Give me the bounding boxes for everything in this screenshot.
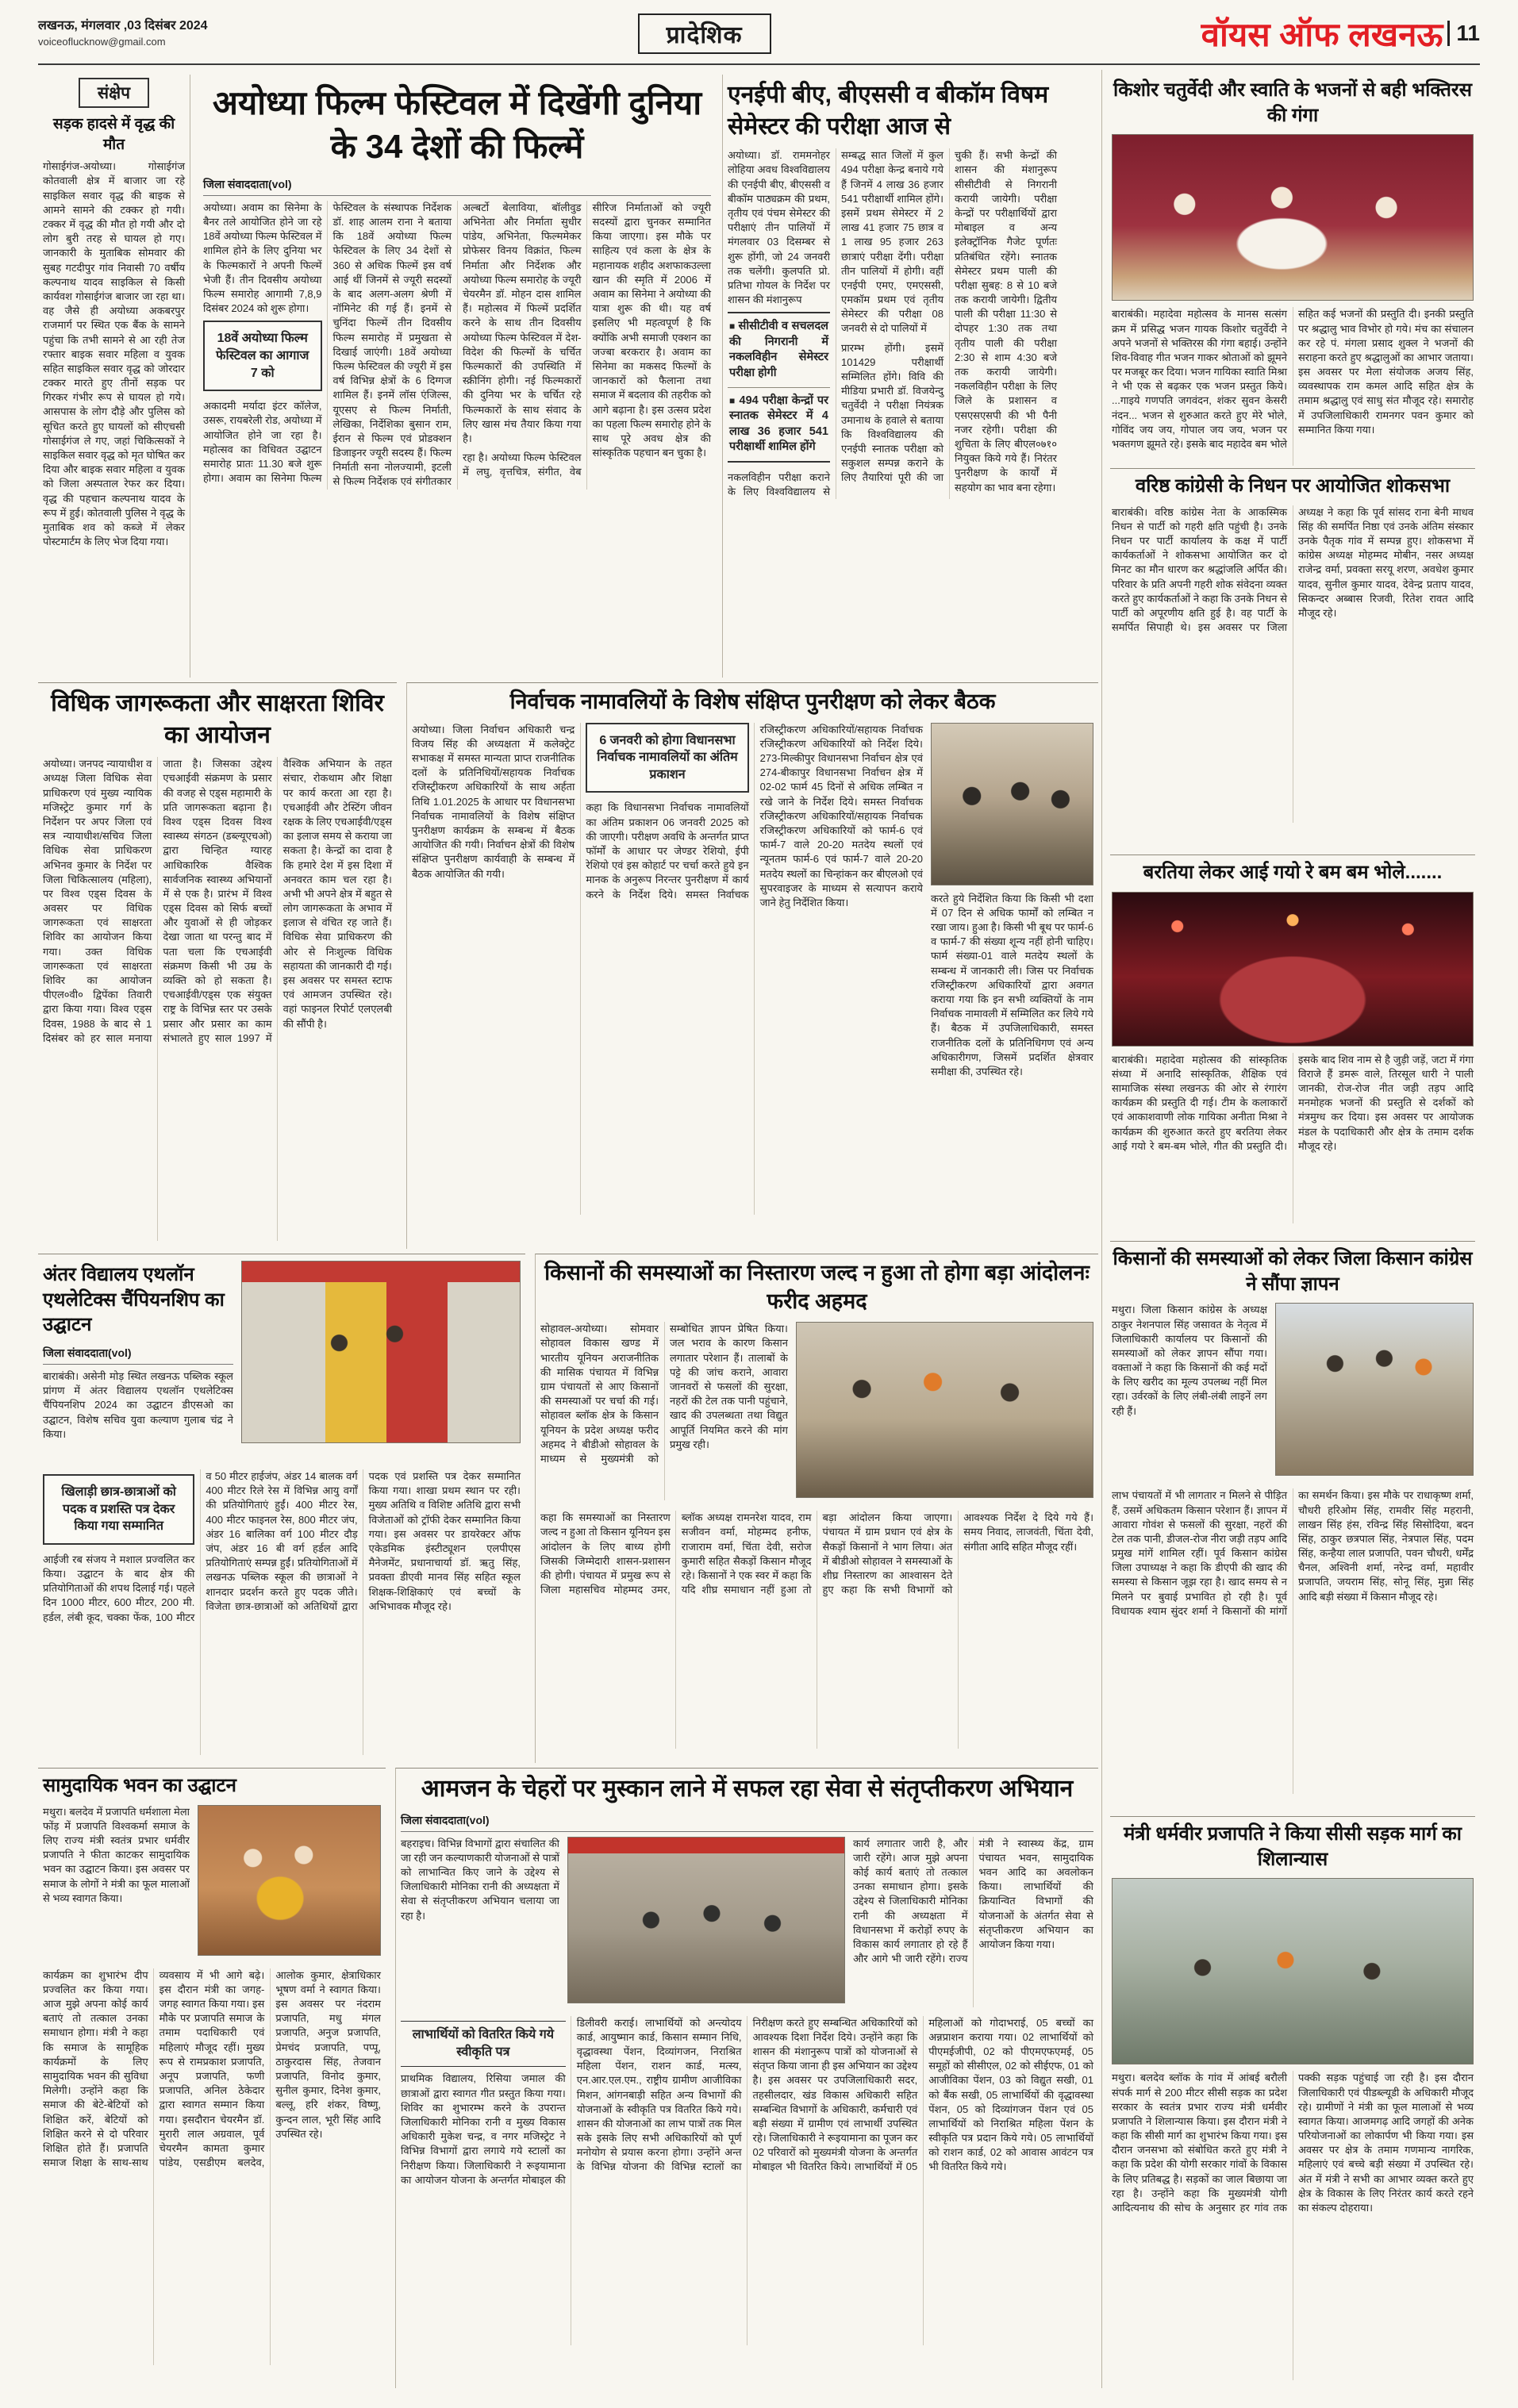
body-text: अयोध्या। अवाम का सिनेमा के बैनर तले आयोजित होने जा रहे 18वें अयोध्या फिल्म फेस्टिवल में शामिल होने के लिए दुनिया भर के फिल्मकारों ने अपनी फिल्में भेजी हैं। तीन दिवसीय अयोध्या फिल्म समारोह आगामी 7,8,9 दिसंबर 2024 को शुरू होगा।: [203, 201, 322, 315]
article-voter-roll-revision-meeting: [406, 682, 1098, 1249]
body-text: मथुरा। जिला किसान कांग्रेस के अध्यक्ष ठाकुर नेशनपाल सिंह जसावत के नेतृत्व में जिलाधिकारी कार्यालय पर किसानों की समस्याओं को लेकर ज्ञापन सौंपा गया। वक्ताओं ने कहा कि किसानों की कई मदों के लिए खरीद का मूल्य उपलब्ध नहीं मिल रहा। उर्वरकों के लिए लंबी-लंबी लाइनें लग रही हैं।: [1112, 1304, 1267, 1417]
article-body: [1112, 1053, 1474, 1223]
body-text: बाराबंकी। असेनी मोड़ स्थित लखनऊ पब्लिक स्कूल प्रांगण में अंतर विद्यालय एथलॉन एथलेटिक्स चैंपियनशिप 2024 का उद्घाटन डीएसओ का उद्घाटन, विशेष सचिव युवा कल्याण गुलाब चंद्र ने किया।: [43, 1370, 233, 1440]
inset-headline: 18वें अयोध्या फिल्म फेस्टिवल का आगाज 7 को: [203, 321, 322, 391]
body-text: आईजी रब संजय ने मशाल प्रज्वलित कर किया। उद्घाटन के बाद क्षेत्र की प्रतियोगिताओं की शपथ दिलाई गई। पहले दिन 1000 मीटर, 600 मीटर, 200 मी. हर्डल, लंबी कूद, चक्का फेंक, 100 मीटर व 50 मीटर हाईजंप, अंडर 14 बालक वर्ग 400 मीटर रिले रेस में विभिन्न आयु वर्गों की प्रतियोगिताएं हुईं। 400 मीटर रेस, 400 मीटर फाइनल रेस, 800 मीटर जंप, अंडर 16 बालिका वर्ग 100 मीटर दौड़ जंप, अंडर 16 बी वर्ग हर्डल आदि प्रतियोगिताएं सम्पन्न हुईं। प्रतियोगिताओं में लखनऊ पब्लिक स्कूल की छात्राओं ने शानदार प्रदर्शन करते हुए पदक जीते। विजेता छात्र-छात्राओं को अतिथियों द्वारा पदक एवं प्रशस्ति पत्र देकर सम्मानित किया गया। शाखा प्रथम स्थान पर रही। मुख्य अतिथि व विशिष्ट अतिथि द्वारा सभी विजेताओं को ट्रॉफी देकर सम्मानित किया गया। इस अवसर पर डायरेक्टर ऑफ एकेडमिक इंस्टीट्यूशन एलपीएस मैनेजमेंट, प्रधानाचार्या डॉ. ऋतु सिंह, प्रवक्ता डीएवी मानव सिंह सहित स्कूल शिक्षक-शिक्षिकाएं एवं बच्चों के अभिभावक मौजूद रहे।: [43, 1470, 521, 1623]
article-body: [540, 1511, 1093, 1749]
headline: किसानों की समस्याओं को लेकर जिला किसान कांग्रेस ने सौंपा ज्ञापन: [1113, 1248, 1473, 1295]
body-text: बाराबंकी। वरिष्ठ कांग्रेस नेता के आकस्मिक निधन से पार्टी को गहरी क्षति पहुंची है। उनके निधन पर पार्टी कार्यालय के कक्ष में पार्टी कार्यकर्ताओं ने शोकसभा आयोजित कर दो मिनट का मौन धारण कर श्रद्धांजलि अर्पित की। परिवार के प्रति अपनी गहरी शोक संवेदना व्यक्त करते हुए कार्यकर्ताओं ने कहा कि उनके निधन से पार्टी को अपूरणीय क्षति हुई है। वह पार्टी के समर्पित सिपाही थे। इस अवसर पर जिला अध्यक्ष ने कहा कि पूर्व सांसद राना बेनी माधव सिंह की समर्पित निष्ठा एवं उनके अंतिम संस्कार उनके पैतृक गांव में सम्पन्न हुए। शोकसभा में कांग्रेस अध्यक्ष मोहम्मद मोबीन, नसर अध्यक्ष राजेन्द्र वर्मा, प्रवक्ता सरयू शरण, अवधेश कुमार यादव, सुनील कुमार यादव, देवेन्द्र प्रताप यादव, सिकन्दर अब्बास रिजवी, रितेश रावत आदि मौजूद रहे।: [1112, 505, 1474, 634]
masthead-block: [1201, 11, 1480, 56]
section-title: प्रादेशिक: [638, 13, 771, 54]
article-body: [43, 159, 185, 549]
headline: अयोध्या फिल्म फेस्टिवल में दिखेंगी दुनिया के 34 देशों की फिल्में: [212, 84, 702, 166]
byline: जिला संवाददाता(vol): [203, 175, 711, 196]
inset-headline: खिलाड़ी छात्र-छात्राओं को पदक व प्रशस्ति पत्र देकर किया गया सम्मानित: [43, 1474, 194, 1545]
podium-winners-photo: [241, 1261, 521, 1443]
byline: जिला संवाददाता(vol): [401, 1811, 1093, 1832]
body-text: प्रारम्भ होंगी। इसमें 101429 परीक्षार्थी सम्मिलित होंगे। विवि की मीडिया प्रभारी डॉ. विजयेन्दु चतुर्वेदी ने परीक्षा नियंत्रक उमानाथ के हवाले से बताया कि विश्वविद्यालय की एनईपी स्नातक परीक्षा को सकुशल सम्पन्न कराने के लिए तैयारियां पूरी की जा चुकी हैं। सभी केन्द्रों की शासन की मंशानुरूप सीसीटीवी से निगरानी करायी जायेगी। परीक्षा केन्द्रों पर परीक्षार्थियों द्वारा मोबाइल व अन्य इलेक्ट्रॉनिक गैजेट पूर्णतः प्रतिबंधित रहेंगे। स्नातक सेमेस्टर प्रथम पाली की परीक्षा सुबह: 8 से 10 बजे तक करायी जायेगी। द्वितीय पाली की परीक्षा 11:30 से दोपहर 1:30 तक तथा तृतीय पाली की परीक्षा 2:30 से शाम 4:30 बजे तक करायी जायेगी। नकलविहीन परीक्षा के लिए जिले के प्रशासन व एसएसएसपी की भी पैनी नजर रहेगी। परीक्षा की शुचिता के लिए बीएल०७१० नियुक्त किये गये हैं। निरंतर पुनरीक्षण के कार्यों में सहयोग का भाव बना रहेगा।: [841, 149, 1057, 494]
road-foundation-photo: [1112, 1878, 1474, 2064]
article-legal-awareness-camp: [38, 682, 397, 1249]
article-body: [931, 892, 1093, 1213]
body-text: बाराबंकी। महादेवा महोत्सव की सांस्कृतिक संध्या में अनादि सांस्कृतिक, शैक्षिक एवं सामाजिक संस्था लखनऊ की ओर से रंगारंग कार्यक्रम की प्रस्तुति दी गई। टीम के कलाकारों एवं आकाशवाणी लोक गायिका अनीता मिश्रा ने कार्यक्रम की शुरुआत करते हुए बरतिया लेकर आई गयो रे बम-बम भोले, गीत की प्रस्तुति दी। इसके बाद शिव नाम से है जुड़ी जड़ें, जटा में गंगा विराजे हैं डमरू वाले, तिरसूल धारी ने पाली जानकी, रोज-रोज नीत जड़ी तड़प आदि मनमोहक भजनों की प्रस्तुति से दर्शकों को मंत्रमुग्ध कर दिया। इस अवसर पर आयोजक मंडल के पदाधिकारी और क्षेत्र के तमाम दर्शक मौजूद रहे।: [1112, 1053, 1474, 1152]
body-text: बाराबंकी। महादेवा महोत्सव के मानस सत्संग क्रम में प्रसिद्ध भजन गायक किशोर चतुर्वेदी ने अपने भजनों से भक्तिरस की गंगा बहाई। उन्होंने शिव-विवाह गीत भजन गाकर श्रोताओं को झूमने पर मजबूर कर दिया। भजन गायिका स्वाति मिश्रा ने भी एक से बढ़कर एक भजन प्रस्तुत किये। ...गाइये गणपति जगवंदन, शंकर सुवन केसरी नंदन... भजन से शुरुआत करते हुए मेरे भोले, गोविंद जय जय, गोपाल जय जय, भजन पर भक्तगण झूमते रहे। इसके बाद महादेव बम भोले सहित कई भजनों की प्रस्तुति दी। इनकी प्रस्तुति पर श्रद्धालु भाव विभोर हो गये। मंच का संचालन कर रहे पं. मंगला प्रसाद शुक्ल ने भजनों की सराहना करते हुए श्रद्धालुओं का आभार जताया। इस अवसर पर मेला संयोजक अजय सिंह, व्यवस्थापक राम कमल आदि सहित क्षेत्र के तमाम श्रद्धालु एवं साधु संत मौजूद रहे। समारोह में उपजिलाधिकारी रामनगर पवन कुमार को सम्मानित किया गया।: [1112, 308, 1474, 451]
body-text: अयोध्या। जिला निर्वाचन अधिकारी चन्द्र विजय सिंह की अध्यक्षता में कलेक्ट्रेट सभाकक्ष में समस्त मान्यता प्राप्त राजनीतिक दलों के प्रतिनिधियों/सहायक निर्वाचक रजिस्ट्रीकरण अधिकारियों के साथ अर्हता तिथि 1.01.2025 के आधार पर विधानसभा निर्वाचक नामावलियों के विशेष संक्षिप्त पुनरीक्षण कार्यक्रम के सम्बन्ध में बैठक आयोजित की गयी। निर्वाचन क्षेत्रों की विशेष संक्षिप्त पुनरीक्षण कार्यवाही के सम्बन्ध में बैठक आयोजित की गयी।: [412, 723, 575, 880]
article-body: [43, 1805, 190, 1956]
article-congress-condolence: [1110, 468, 1475, 855]
cultural-stage-photo: [1112, 892, 1474, 1047]
farmers-meeting-photo: [796, 1322, 1093, 1498]
body-text: अयोध्या। जनपद न्यायाधीश व अध्यक्ष जिला विधिक सेवा प्राधिकरण एवं मुख्य न्यायिक मजिस्ट्रेट कुमार गर्ग के निर्देशन पर अपर जिला एवं सत्र न्यायाधीश/सचिव जिला विधिक सेवा प्राधिकरण अभिनव कुमार के निर्देश पर जिला चिकित्सालय (महिला), पर विश्व एड्स दिवस के अवसर पर विधिक जागरूकता एवं साक्षरता शिविर का आयोजन किया गया। उक्त विधिक जागरूकता एवं साक्षरता शिविर का आयोजन पीएल०वी० द्विपेंका तिवारी द्वारा किया गया। विश्व एड्स दिवस, 1988 के बाद से 1 दिसंबर को हर साल मनाया जाता है। जिसका उद्देश्य एचआईवी संक्रमण के प्रसार की वजह से एड्स महामारी के प्रति जागरूकता बढ़ाना है। विश्व एड्स दिवस विश्व स्वास्थ्य संगठन (डब्ल्यूएचओ) द्वारा चिन्हित ग्यारह आधिकारिक वैश्विक सार्वजनिक स्वास्थ्य अभियानों में से एक है। प्रारंभ में विश्व एड्स दिवस को सिर्फ बच्चों और युवाओं से ही जोड़कर देखा जाता था परन्तु बाद में पता चला कि एचआईवी संक्रमण किसी भी उम्र के व्यक्ति को हो सकता है। एचआईवी/एड्स एक संयुक्त राष्ट्र के विभिन्न स्तर पर उसके प्रसार और प्रसार का काम संभालते हुए साल 1997 में वैश्विक अभियान के तहत संचार, रोकथाम और शिक्षा पर कार्य करता आ रहा है। एचआईवी और टेस्टिंग जीवन रक्षक के लिए एचआईवी/एड्स का इलाज समय से कराया जा सकता है। केन्द्रों का दावा है कि हमारे देश में इस दिशा में अनवरत काम चल रहा है। अभी भी अपने क्षेत्र में बहुत से लोग जागरूकता के अभाव में इलाज से वंचित रह जाते हैं। विधिक सेवा प्राधिकरण की ओर से निःशुल्क विधिक सहायता की जानकारी दी गई। इस अवसर पर समस्त स्टाफ एवं आमजन उपस्थित रहे। वहां फाइनल रिपोर्ट एलएलबी की सौंपी है।: [43, 758, 392, 1044]
article-kisan-congress-memorandum: [1110, 1241, 1475, 1816]
body-text: मथुरा। बलदेव में प्रजापति धर्मशाला मेला फोंड़ में प्रजापति विश्वकर्मा समाज के लिए राज्य मंत्री स्वतंत्र प्रभार धर्मवीर प्रजापति ने फीता काटकर सामुदायिक भवन का उद्घाटन किया। इस अवसर पर समाज के लोगों ने मंत्री का फूल मालाओं से भव्य स्वागत किया।: [43, 1805, 190, 1904]
article-body: [401, 1837, 559, 2007]
highlight-bullet: ■ 494 परीक्षा केन्द्रों पर स्नातक सेमेस्टर में 4 लाख 36 हजार 541 परीक्षार्थी शामिल होंगे: [728, 387, 830, 461]
exam-highlights-box: [728, 312, 830, 463]
headline: एनईपी बीए, बीएससी व बीकॉम विषम सेमेस्टर की परीक्षा आज से: [728, 82, 1049, 140]
bhajan-performance-photo: [1112, 134, 1474, 301]
article-saturation-campaign: [395, 1768, 1098, 2388]
article-body: [1112, 1488, 1474, 1794]
body-text: रहा है। अयोध्या फिल्म फेस्टिवल में लघु, वृत्तचित्र, संगीत, वेब सीरिज निर्माताओं को ज्यूरी सदस्यों द्वारा चुनकर सम्मानित किया जाएगा। इस मौके पर साहित्य एवं कला के क्षेत्र के महानायक शहीद अशफाकउल्ला खान की स्मृति में 2006 में अवाम का सिनेमा ने अयोध्या की यात्रा शुरू की थी। यह वर्ष इसलिए भी महत्वपूर्ण है कि क्योंकि अभी समाजी एक्शन का जज्बा बरकरार है। अवाम का सिनेमा का मकसद फिल्मों के जानकारों को फैलाना तथा समाज में बदलाव की तहरीक को आगे बढ़ाना है। इस उत्सव प्रदेश का पहला फिल्म समारोह होने के साथ पूरे अवध क्षेत्र की सांस्कृतिक पहचान बन चुका है।: [463, 201, 711, 478]
headline: किशोर चतुर्वेदी और स्वाति के भजनों से बही भक्तिरस की गंगा: [1113, 79, 1472, 126]
body-text: प्राथमिक विद्यालय, रिसिया जमाल की छात्राओं द्वारा स्वागत गीत प्रस्तुत किया गया। शिविर का शुभारम्भ करने के उपरान्त जिलाधिकारी मोनिका रानी व मुख्य विकास अधिकारी मुकेश चन्द्र, व नगर मजिस्ट्रेट ने विभिन्न विभागों द्वारा लगाये गये स्टालों का निरीक्षण किया। जिलाधिकारी ने रूइयामाना का आयोजन योजना के अन्तर्गत मोबाइल की डिलीवरी कराई। लाभार्थियों को अन्त्योदय कार्ड, आयुष्मान कार्ड, किसान सम्मान निधि, वृद्धावस्था पेंशन, दिव्यांगजन, निराश्रित महिला पेंशन, राशन कार्ड, मत्स्य, एन.आर.एल.एम., राष्ट्रीय ग्रामीण आजीविका मिशन, आंगनबाड़ी सहित अन्य विभागों की योजनाओं के स्वीकृति पत्र वितरित किये गये। शासन की योजनाओं का लाभ पात्रों तक मिल सके इसके लिए सभी अधिकारियों को पूर्ण मनोयोग से प्रयास करना होगा। उन्होंने अन्त के विभिन्न योजना की विभिन्न स्टालों का निरीक्षण करते हुए सम्बन्धित अधिकारियों को आवश्यक दिशा निर्देश दिये। उन्होंने कहा कि शासन की मंशानुरूप पात्रों को योजनाओं से संतृप्त किया जाना ही इस अभियान का उद्देश्य है। इस अवसर पर उपजिलाधिकारी सदर, तहसीलदार, खंड विकास अधिकारी सहित सम्बन्धित विभागों के अधिकारी, कर्मचारी एवं बड़ी संख्या में ग्रामीण एवं लाभार्थी उपस्थित रहे। जिलाधिकारी ने रूइयामाना का पूजन कर 02 परिवारों को मुख्यमंत्री योजना के अन्तर्गत मोबाइल भी वितरित किये। लाभार्थियों में 05 महिलाओं को गोदाभराई, 05 बच्चों का अन्नप्राशन कराया गया। 02 लाभार्थियों को पीएमईजीपी, 02 को पीएमएफएमई, 05 समूहों को सीसीएल, 02 को सीईएफ, 01 को आजीविका पेंशन, 03 को विद्युत सखी, 01 को बैंक सखी, 05 लाभार्थियों की वृद्धावस्था पेंशन, 05 को दिव्यांगजन पेंशन एवं 05 लाभार्थियों को निराश्रित महिला पेंशन के स्वीकृति पत्र प्रदान किये गये। 05 लाभार्थियों को राशन कार्ड, 02 को आवास आवंटन पत्र भी वितरित किये गये।: [401, 2016, 1093, 2186]
headline: वरिष्ठ कांग्रेसी के निधन पर आयोजित शोकसभा: [1135, 475, 1451, 497]
article-body: [1112, 505, 1474, 823]
body-text: लाभ पंचायतों में भी लागतार न मिलने से पीड़ित हैं, उसमें अधिकतम किसान परेशान हैं। ज्ञापन में आवारा गोवंश से फसलों की सुरक्षा, नहरों की टेल तक पानी, डीजल-रोज नीरा जड़ी तड़प आदि प्रमुख मांगें शामिल रहीं। पूर्व किसान कांग्रेस जिला उपाध्यक्ष ने कहा कि डीएपी की खाद की समस्या से किसान जूझ रहा है। खाद समय से न मिलने पर बुवाई प्रभावित हो रही है। पूर्व विधायक श्याम सुंदर शर्मा ने किसानों की मांगों का समर्थन किया। इस मौके पर राधाकृष्ण शर्मा, चौधरी हरिओम सिंह, रामवीर सिंह महरानी, लाखन सिंह हंस, रविन्द्र सिंह सिसोदिया, बदन सिंह, ठाकुर छत्रपाल सिंह, नेत्रपाल सिंह, पदम सिंह, कन्हैया लाल प्रजापति, पवन चौधरी, धर्मेंद्र चैनल, अश्विनी शर्मा, नरेन्द्र वर्मा, महावीर प्रजापति, जयराम सिंह, सोनू सिंह, मुन्ना सिंह आदि बड़ी संख्या में किसान मौजूद रहे।: [1112, 1489, 1474, 1617]
sub-headline: लाभार्थियों को वितरित किये गये स्वीकृति पत्र: [401, 2021, 566, 2068]
body-text: कहा कि समस्याओं का निस्तारण जल्द न हुआ तो किसान यूनियन इस आंदोलन के लिए बाध्य होगी जिसकी जिम्मेदारी शासन-प्रशासन की होगी। पंचायत में प्रमुख रूप से जिला महासचिव मोहम्मद उमर, ब्लॉक अध्यक्ष रामनरेश यादव, राम सजीवन वर्मा, मोहम्मद हनीफ, राजाराम वर्मा, चिंता देवी, सरोज कुमारी सहित सैकड़ों किसान मौजूद रहे। किसानों ने एक स्वर में कहा कि यदि शीघ्र समाधान नहीं हुआ तो बड़ा आंदोलन किया जाएगा। पंचायत में ग्राम प्रधान एवं क्षेत्र के सैकड़ों किसानों ने भाग लिया। अंत में बीडीओ सोहावल ने समस्याओं के शीघ्र निस्तारण का आश्वासन देते हुए कहा कि सभी विभागों को आवश्यक निर्देश दे दिये गये हैं। समय निवाद, लाजवंती, चिंता देवी, संगीता आदि सहित मौजूद रहीं।: [540, 1511, 1093, 1596]
inset-headline: 6 जनवरी को होगा विधानसभा निर्वाचक नामावलियों का अंतिम प्रकाशन: [586, 723, 748, 793]
headline-block: [43, 1261, 233, 1463]
highlight-bullet: ■ सीसीटीवी व सचलदल की निगरानी में नकलविहीन सेमेस्टर परीक्षा होगी: [728, 313, 830, 386]
article-body: [203, 201, 711, 490]
header-dateline-block: [38, 17, 208, 48]
byline: जिला संवाददाता(vol): [43, 1344, 233, 1365]
body-text: गोसाईगंज-अयोध्या। गोसाईगंज कोतवाली क्षेत्र में बाजार जा रहे साइकिल सवार वृद्ध की बाइक से आमने सामने की टक्कर हो गयी। टक्कर में वृद्ध की मौत हो गयी और दो लोग बुरी तरह से घायल हो गए। जानकारी के मुताबिक सोमवार की सुबह गटदीपुर गांव निवासी 70 वर्षीय कल्पनाथ यादव साइकिल से किसी कार्यवश गोसाईगंज बाजार जा रहा था। वह जैसे ही अयोध्या अकबरपुर राजमार्ग पर स्थित एक बैंक के सामने पहुंचा कि तभी सामने से आ रही तेज रफ्तार बाइक सवार महिला व युवक सहित साइकिल सवार वृद्ध को जोरदार टक्कर मारते हुए तीनों सड़क पर गिरकर गंभीर रूप से घायल हो गये। आसपास के लोग दौड़े और पुलिस को सूचित करते हुए घायलों को सीएचसी गोसाईगंज ले गए, जहां चिकित्सकों ने साइकिल सवार वृद्ध को मृत घोषित कर दिया और बाइक सवार महिला व युवक को जिला अस्पताल रेफर कर दिया। वृद्ध की पहचान कल्पनाथ यादव के रूप में हुई। कोतवाली पुलिस ने वृद्ध के मुताबिक शव को कब्जे में लेकर पोस्टमार्टम के लिए भेज दिया गया।: [43, 160, 185, 548]
article-body: [540, 1322, 788, 1500]
article-bam-bam-bhole: [1110, 855, 1475, 1241]
left-text-block: [412, 723, 923, 1215]
article-community-hall-inauguration: [38, 1768, 386, 2388]
headline: बरतिया लेकर आई गयो रे बम बम भोले.......: [1143, 862, 1443, 883]
article-body: [853, 1837, 1093, 2007]
article-bhajan-evening: [1110, 73, 1475, 468]
body-text: अयोध्या। डॉ. राममनोहर लोहिया अवध विश्वविद्यालय की एनईपी बीए, बीएससी व बीकॉम पाठ्यक्रम की प्रथम, तृतीय एवं पंचम सेमेस्टर की परीक्षाएं तीन पालियों में मंगलवार 03 दिसम्बर से शुरू होंगी, जो 24 जनवरी तक चलेंगी। कुलपति प्रो. प्रतिभा गोयल के निर्देश पर शासन की मंशानुरूप: [728, 149, 830, 306]
edition-dateline: लखनऊ, मंगलवार ,03 दिसंबर 2024: [38, 19, 208, 33]
headline: आमजन के चेहरों पर मुस्कान लाने में सफल रहा सेवा से संतृप्तीकरण अभियान: [421, 1776, 1074, 1802]
article-body: [1112, 307, 1474, 466]
headline: सामुदायिक भवन का उद्घाटन: [43, 1775, 236, 1796]
brief-section-title-box: [43, 78, 185, 108]
memorandum-delegation-photo: [1275, 1303, 1474, 1476]
body-text: नकलविहीन परीक्षा कराने के लिए विश्वविद्यालय से सम्बद्ध सात जिलों में कुल 494 परीक्षा केन्द्र बनाये गये हैं जिनमें 4 लाख 36 हजार 541 परीक्षार्थी शामिल होंगे। इसमें प्रथम सेमेस्टर में 2 लाख 41 हजार 75 छात्र व 1 लाख 95 हजार 263 छात्राएं परीक्षा देंगी। परीक्षा तीन पालियों में होगी। वहीं एनईपी एमए, एमएससी, एमकॉम प्रथम एवं तृतीय सेमेस्टर की परीक्षा 08 जनवरी से दो पालियों में: [728, 149, 943, 497]
article-film-festival: [198, 75, 716, 678]
body-text: कार्य लगातार जारी है, और जारी रहेंगे। आज मुझे अपना कोई कार्य बताएं तो तत्काल उनका समाधान होगा। इसके उद्देश्य से जिलाधिकारी मोनिका रानी की अध्यक्षता में विधानसभा में करोड़ों रुपए के विकास कार्य लगातार हो रहे हैं और आगे भी जारी रहेंगे। राज्य मंत्री ने स्वास्थ्य केंद्र, ग्राम पंचायत भवन, सामुदायिक भवन आदि का अवलोकन किया। लाभार्थियों की क्रियान्वित विभागों की योजनाओं के अंतर्गत सेवा से संतृप्तीकरण अभियान का आयोजन किया गया।: [853, 1837, 1093, 1965]
article-body: [43, 1369, 233, 1463]
headline: निर्वाचक नामावलियों के विशेष संक्षिप्त पुनरीक्षण को लेकर बैठक: [509, 689, 996, 713]
body-text: बहराइच। विभिन्न विभागों द्वारा संचालित की जा रही जन कल्याणकारी योजनाओं से पात्रों को लाभान्वित किए जाने के उद्देश्य से जिलाधिकारी मोनिका रानी की अध्यक्षता में सेवा से संतृप्तीकरण अभियान चलाया जा रहा है।: [401, 1837, 559, 1922]
article-body: [43, 1469, 521, 1755]
body-text: अकादमी मर्यादा इंटर कॉलेज, उसरू, रायबरेली रोड, अयोध्या में आयोजित होने जा रहा है। महोत्सव का विधिवत उद्घाटन समारोह प्रातः 11.30 बजे शुरू होगा। अवाम का सिनेमा फिल्म फेस्टिवल के संस्थापक निर्देशक डॉ. शाह आलम राना ने बताया कि 18वें अयोध्या फिल्म फेस्टिवल के लिए 34 देशों से 360 से अधिक फिल्में इस वर्ष आई थीं जिनमें से ज्यूरी सदस्यों के बाद अलग-अलग श्रेणी में नॉमिनेट की गई हैं। इनमें से चुनिंदा फिल्में तीन दिवसीय फिल्म समारोह में प्रमुखता से दिखाई जाएंगी। 18वें अयोध्या फिल्म फेस्टिवल की ज्यूरी में इस वर्ष विभिन्न क्षेत्रों के 6 दिग्गज शामिल हैं। इनमें लॉस एंजिल्स, यूएसए से फिल्म निर्माती, लेखिका, निर्देशिका बुसान राम, ईरान से फिल्म एवं प्रोडक्शन डिजाइनर ज्यूरी सदस्य हैं। फिल्म निर्माती सना नोलज्यामी, इटली से फिल्म निर्देशक एवं संगीतकार अल्बर्टो बेलाविया, बॉलीवुड अभिनेता और निर्माता सुधीर पांडेय, अभिनेता, फिल्ममेकर प्रोफेसर विनय विक्रांत, फिल्म निर्माता और निर्देशक और अयोध्या फिल्म समारोह के ज्यूरी चेयरमैन डॉ. मोहन दास शामिल हैं। महोत्सव में फिल्में प्रदर्शित करने के साथ तीन दिवसीय अयोध्या फिल्म फेस्टिवल में देश-विदेश की फिल्मों के चर्चित फिल्मकारों की उपस्थिति में स्क्रीनिंग होगी। नई फिल्मकारों की दुनिया भर के चर्चित रहे फिल्मकारों के साथ संवाद के लिए खास मंच तैयार किया गया है।: [203, 201, 582, 488]
headline: किसानों की समस्याओं का निस्तारण जल्द न हुआ तो होगा बड़ा आंदोलनः फरीद अहमद: [544, 1261, 1090, 1313]
right-photo-block: [931, 723, 1093, 1215]
headline: मंत्री धर्मवीर प्रजापति ने किया सीसी सड़क मार्ग का शिलान्यास: [1123, 1823, 1462, 1870]
contact-email: voiceoflucknow@gmail.com: [38, 36, 166, 48]
right-column: [1101, 70, 1480, 2388]
article-body: [43, 1968, 381, 2365]
brief-section-title: संक्षेप: [79, 78, 149, 108]
page-header: [38, 8, 1480, 65]
ribbon-cutting-photo: [198, 1805, 381, 1956]
body-text: सोहावल-अयोध्या। सोमवार सोहावल विकास खण्ड में भारतीय यूनियन अराजनीतिक की मासिक पंचायत में विभिन्न ग्राम पंचायतों से आए किसानों की समस्याओं पर चर्चा की गई। सोहावल ब्लॉक क्षेत्र के किसान यूनियन के प्रदेश अध्यक्ष फरीद अहमद ने बीडीओ सोहावल के माध्यम से मुख्यमंत्री को सम्बोधित ज्ञापन प्रेषित किया। जल भराव के कारण किसान लगातार परेशान हैं। तालाबों के पट्टे की जांच कराने, आवारा जानवरों से फसलों की सुरक्षा, नहरों की टेल तक पानी पहुंचाने, खाद की उपलब्धता तथा विद्युत आपूर्ति नियमित करने की मांग प्रमुख रही।: [540, 1323, 788, 1465]
body-text: कार्यक्रम का शुभारंभ दीप प्रज्वलित कर किया गया। आज मुझे अपना कोई कार्य बताएं तो तत्काल उनका समाधान होगा। मंत्री ने कहा कि समाज के सामूहिक कार्यक्रमों के लिए सामुदायिक भवन की सुविधा मिलेगी। उन्होंने कहा कि समाज की बेटे-बेटियों को शिक्षित करें, बेटियों को शिक्षित करने से दो परिवार शिक्षित होते हैं। प्रजापति समाज शिक्षा के साथ-साथ व्यवसाय में भी आगे बढ़े। इस दौरान मंत्री का जगह-जगह स्वागत किया गया। इस मौके पर प्रजापति समाज के तमाम पदाधिकारी एवं महिलाएं मौजूद रहीं। मुख्य रूप से रामप्रकाश प्रजापति, अनूप प्रजापति, फणी प्रजापति, अनिल ठेकेदार द्वारा स्वागत सम्मान किया गया। इसदौरान चेयरमैन डॉ. मुरारी लाल अग्रवाल, पूर्व चेयरमैन कामता कुमार पांडेय, एसडीएम बलदेव, आलोक कुमार, क्षेत्राधिकार भूषण वर्मा ने स्वागत किया। इस अवसर पर नंदराम प्रजापति, मधु मंगल प्रजापति, अनुज प्रजापति, प्रेमचंद प्रजापति, पप्पू, ठाकुरदास सिंह, तेजवान प्रजापति, विनोद कुमार, सुनील कुमार, दिनेश कुमार, बल्लू, हरि शंकर, विष्णु, कुन्दन लाल, भूरी सिंह आदि उपस्थित रहे।: [43, 1968, 381, 2169]
article-road-accident-brief: [38, 75, 190, 678]
camp-dignitaries-photo: [567, 1837, 845, 2003]
body-text: करते हुये निर्देशित किया कि किसी भी दशा में 07 दिन से अधिक फार्मों को लम्बित न रखा जाय। हुआ है। किसी भी बूथ पर फार्म-6 व फार्म-7 की संख्या शून्य नहीं होनी चाहिए। फार्म संख्या-01 वाले मतदेय स्थलों के सम्बन्ध में जानकारी ली। जिस पर निर्वाचक रजिस्ट्रीकरण अधिकारियों द्वारा अवगत कराया गया कि इन सभी व्यक्तियों के नाम निर्वाचक नामावली में सम्मिलित कर लिये गये हैं। बैठक में उपजिलाधिकारी, समस्त राजनीतिक दलों के प्रतिनिधिगण एवं अन्य अधिकारीगण, जिसमें प्रदर्शित क्षेत्रवार समीक्षा की, उपस्थित रहे।: [931, 892, 1093, 1077]
article-farmers-panchayat-farid-ahmad: [535, 1254, 1098, 1763]
article-body: [401, 2016, 1093, 2345]
article-body: [43, 757, 392, 1241]
article-athlon-championship: [38, 1254, 525, 1763]
collectorate-meeting-photo: [931, 723, 1093, 885]
article-body: [728, 148, 1057, 499]
newspaper-masthead: वॉयस ऑफ लखनऊ: [1201, 15, 1443, 53]
article-body: [1112, 1303, 1267, 1477]
article-body: [1112, 2071, 1474, 2380]
page-number: 11: [1447, 21, 1480, 46]
headline: सड़क हादसे में वृद्ध की मौत: [52, 116, 175, 153]
page-content: [38, 70, 1480, 2391]
article-body: [412, 723, 923, 1215]
article-cc-road-foundation: [1110, 1816, 1475, 2384]
body-text: कहा कि विधानसभा निर्वाचक नामावलियों का अंतिम प्रकाशन 06 जनवरी 2025 को की जाएगी। परीक्षण अवधि के अन्तर्गत प्राप्त फॉर्मों के आधार पर जेण्डर रेशियो, ईपी रेशियो एवं इस कोहार्ट पर चर्चा करते हुये इन मानक के अनुरूप निरन्तर पुनरीक्षण में कार्य करने के निर्देश दिये। समस्त निर्वाचक रजिस्ट्रीकरण अधिकारियों/सहायक निर्वाचक रजिस्ट्रीकरण अधिकारियों को निर्देश दिये। 273-मिल्कीपुर विधानसभा निर्वाचन क्षेत्र एवं 274-बीकापुर विधानसभा निर्वाचन क्षेत्र में 02-02 फार्म 45 दिनों से अधिक लम्बित न रखे जाने के निर्देश दिये। समस्त निर्वाचक रजिस्ट्रीकरण अधिकारियों/सहायक निर्वाचक रजिस्ट्रीकरण अधिकारियों को फार्म-6 एवं फार्म-7 वाले 20-20 मतदेय स्थलों एवं न्यूनतम फार्म-6 एवं फार्म-7 वाले 20-20 मतदेय स्थलों का चिन्हांकन कर बीएलओ एवं सुपरवाइजर के माध्यम से सत्यापन कराये जाने हेतु निर्देशित किया।: [586, 723, 923, 908]
body-text: मथुरा। बलदेव ब्लॉक के गांव में आंबई बरौली संपर्क मार्ग से 200 मीटर सीसी सड़क का प्रदेश सरकार के स्वतंत्र प्रभार राज्य मंत्री धर्मवीर प्रजापति ने शिलान्यास किया। इस दौरान मंत्री ने कहा कि सीसी मार्ग का शुभारंभ किया गया। इस दौरान जनसभा को संबोधित करते हुए मंत्री ने कहा कि प्रदेश की योगी सरकार गांवों के विकास के लिए प्रतिबद्ध है। सड़कों का जाल बिछाया जा रहा है। उन्होंने कहा कि मुख्यमंत्री योगी आदित्यनाथ की सोच के अनुसार हर गांव तक पक्की सड़क पहुंचाई जा रही है। इस दौरान जिलाधिकारी एवं पीडब्ल्यूडी के अधिकारी मौजूद रहे। ग्रामीणों ने मंत्री का फूल मालाओं से भव्य स्वागत किया। आजमगढ़ आदि जगहों की अनेक परियोजनाओं का लोकार्पण भी किया गया। इस अवसर पर क्षेत्र के तमाम गणमान्य नागरिक, महिलाएं एवं बच्चे बड़ी संख्या में उपस्थित रहे। अंत में मंत्री ने सभी का आभार व्यक्त करते हुए क्षेत्र के विकास के लिए निरंतर कार्य करते रहने का संकल्प दोहराया।: [1112, 2072, 1474, 2214]
article-nep-exams: [722, 75, 1062, 678]
headline: विधिक जागरूकता और साक्षरता शिविर का आयोजन: [51, 690, 384, 748]
headline: अंतर विद्यालय एथलॉन एथलेटिक्स चैंपियनशिप का उद्घाटन: [43, 1264, 225, 1336]
